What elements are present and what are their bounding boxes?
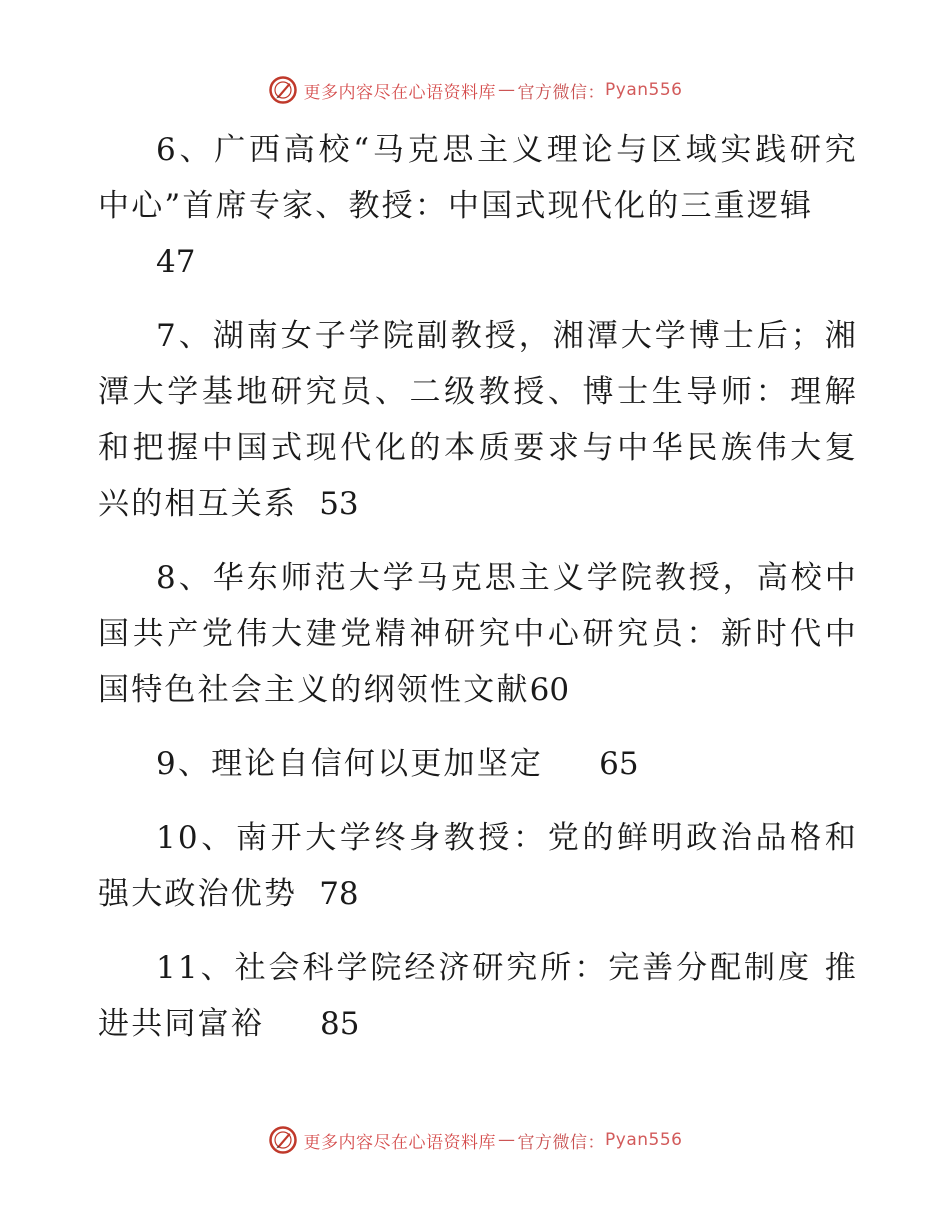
toc-entry [98,940,858,1052]
toc-entry-index: 7、 [156,318,213,354]
toc-entry-title: 社会科学院经济研究所：完善分配制度 推进共同富裕 [98,950,858,1042]
watermark-account-label: 官方微信： [517,82,606,103]
toc-entry-page: 85 [320,1006,360,1042]
footer-watermark [0,1120,950,1160]
watermark-dash: — [498,80,516,100]
quill-seal-logo-icon [268,75,298,105]
header-watermark [0,70,950,110]
toc-entry-index: 10、 [156,820,236,856]
toc-entry-page: 60 [529,672,570,708]
toc-entry-index: 8、 [156,560,213,596]
toc-entry [98,736,858,792]
watermark-dash: — [498,1130,516,1150]
watermark-account-label: 官方微信： [517,1132,606,1153]
watermark-site-text: 更多内容尽在心语资料库 [303,82,497,103]
toc-entry-index: 11、 [156,950,235,986]
toc-entry [98,308,858,532]
toc-entry-page: 53 [319,486,359,522]
toc-entry-title: 广西高校“马克思主义理论与区域实践研究中心”首席专家、教授：中国式现代化的三重逻辑 [98,132,858,224]
toc-entry-title: 南开大学终身教授：党的鲜明政治品格和强大政治优势 [98,820,859,912]
toc-entry-page: 78 [319,876,359,912]
toc-entry-title: 华东师范大学马克思主义学院教授，高校中国共产党伟大建党精神研究中心研究员：新时代中国特色社会主义的纲领性文献 [98,560,858,708]
toc-entry-index: 6、 [156,132,215,168]
watermark-site-text: 更多内容尽在心语资料库 [303,1132,497,1153]
toc-entry-title: 理论自信何以更加坚定 [211,746,544,782]
watermark-account-id: Pyan556 [605,80,683,100]
toc-entry-index: 9、 [156,746,212,782]
toc-entry [98,810,858,922]
toc-entry [98,550,858,718]
toc-entry-page: 65 [599,746,639,782]
toc-entry-title: 湖南女子学院副教授，湘潭大学博士后；湘潭大学基地研究员、二级教授、博士生导师：理解和把握中国式现代化的本质要求与中华民族伟大复兴的相互关系 [98,318,858,522]
toc-entry-page: 47 [156,244,196,280]
watermark-account-id: Pyan556 [605,1130,683,1150]
toc-list [98,122,858,1070]
quill-seal-logo-icon [268,1125,298,1155]
toc-entry [98,122,858,290]
